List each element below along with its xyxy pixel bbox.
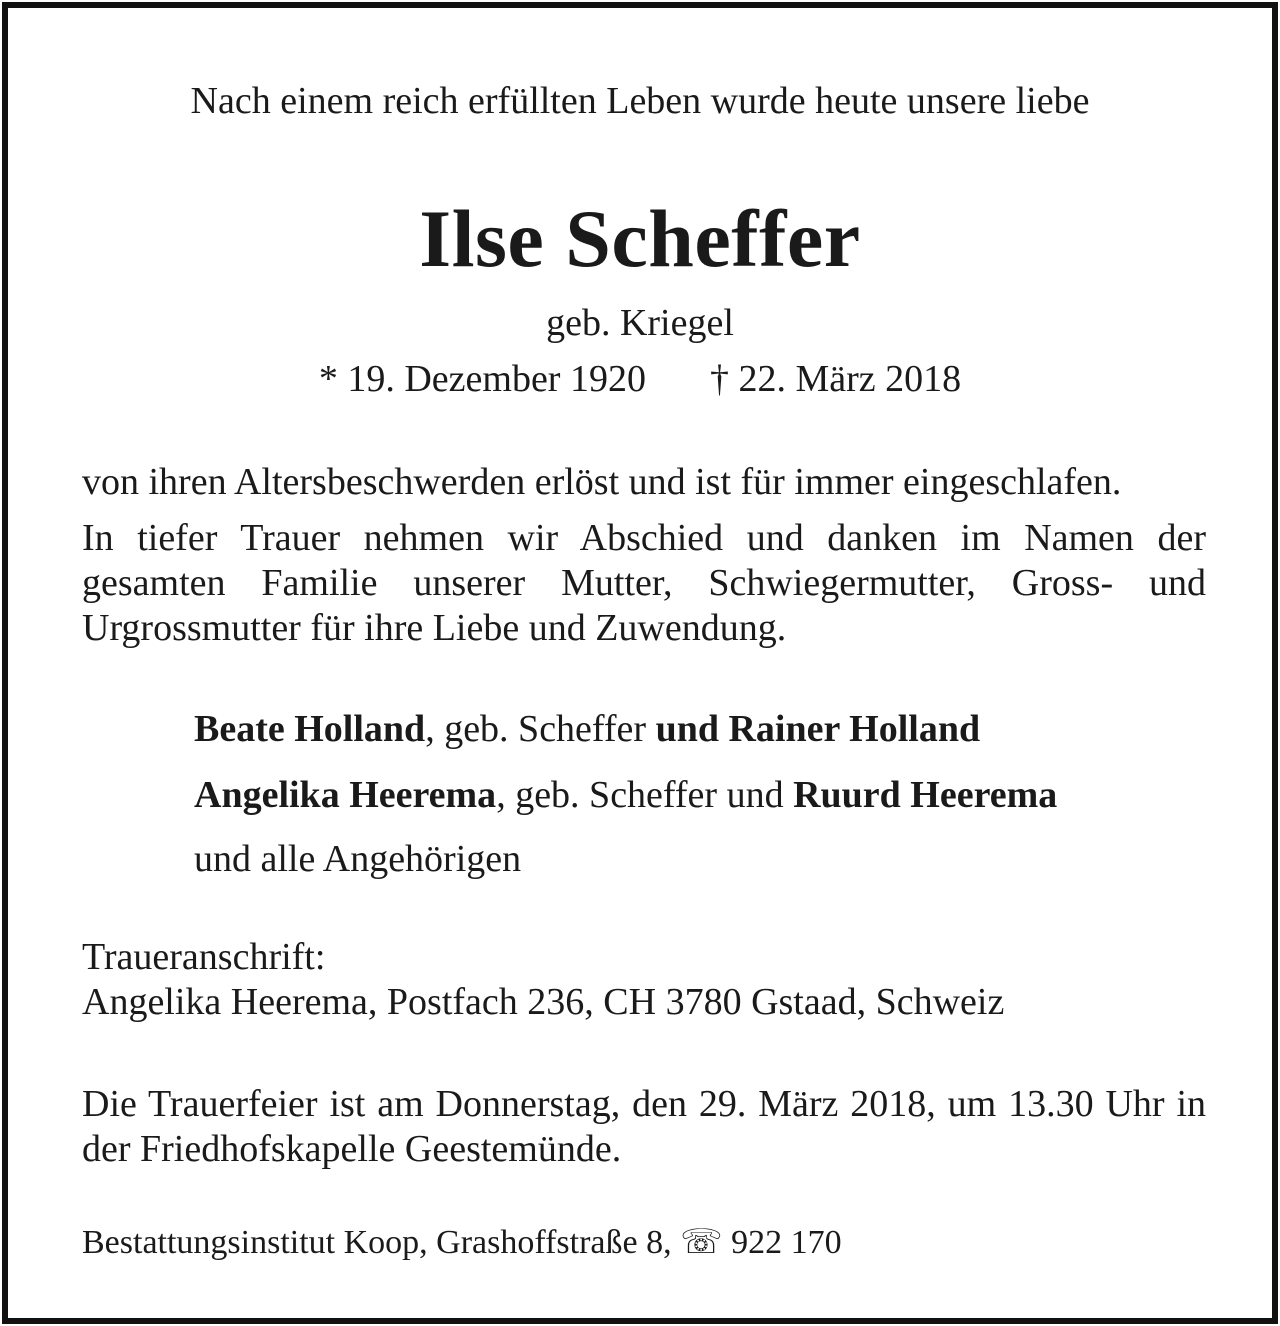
- phone-icon: ☏: [680, 1224, 723, 1261]
- funeral-home-text: Bestattungsinstitut Koop, Grashoffstraße 8,: [82, 1224, 681, 1261]
- ceremony-info: Die Trauerfeier ist am Donnerstag, den 29. März 2018, um 13.30 Uhr in der Friedhofskapelle Geestemünde.: [82, 1083, 1206, 1170]
- obituary-notice: [2, 2, 1278, 1324]
- mourner-line-2: [194, 776, 1057, 814]
- mourning-address: Angelika Heerema, Postfach 236, CH 3780 Gstaad, Schweiz: [82, 981, 1005, 1023]
- mourner-line-1: [194, 710, 980, 748]
- notice-paragraph-2: In tiefer Trauer nehmen wir Abschied und danken im Namen der gesamten Familie unserer Mutter, Schwiegermutter, Gross- und Urgrossmutter für ihre Liebe und Zuwendung.: [82, 517, 1206, 649]
- intro-text: Nach einem reich erfüllten Leben wurde heute unsere liebe: [190, 80, 1090, 122]
- phone-number: 922 170: [722, 1224, 842, 1261]
- mourner-detail: , geb. Scheffer und: [496, 774, 794, 816]
- deceased-name: Ilse Scheffer: [419, 193, 861, 284]
- mourner-name: Angelika Heerema: [194, 774, 497, 816]
- address-label: Traueranschrift:: [82, 936, 326, 978]
- mourner-line-3: und alle Angehörigen: [194, 838, 522, 880]
- death-date: † 22. März 2018: [709, 358, 962, 400]
- mourner-name: und Rainer Holland: [655, 708, 981, 750]
- mourner-name: Ruurd Heerema: [793, 774, 1058, 816]
- notice-paragraph-1: von ihren Altersbeschwerden erlöst und ist für immer eingeschlafen.: [82, 461, 1122, 503]
- funeral-home-info: [82, 1226, 842, 1260]
- birth-name: geb. Kriegel: [546, 302, 734, 344]
- mourner-detail: , geb. Scheffer: [425, 708, 656, 750]
- life-dates: [8, 360, 1272, 398]
- birth-date: * 19. Dezember 1920: [318, 358, 646, 400]
- mourner-name: Beate Holland: [194, 708, 426, 750]
